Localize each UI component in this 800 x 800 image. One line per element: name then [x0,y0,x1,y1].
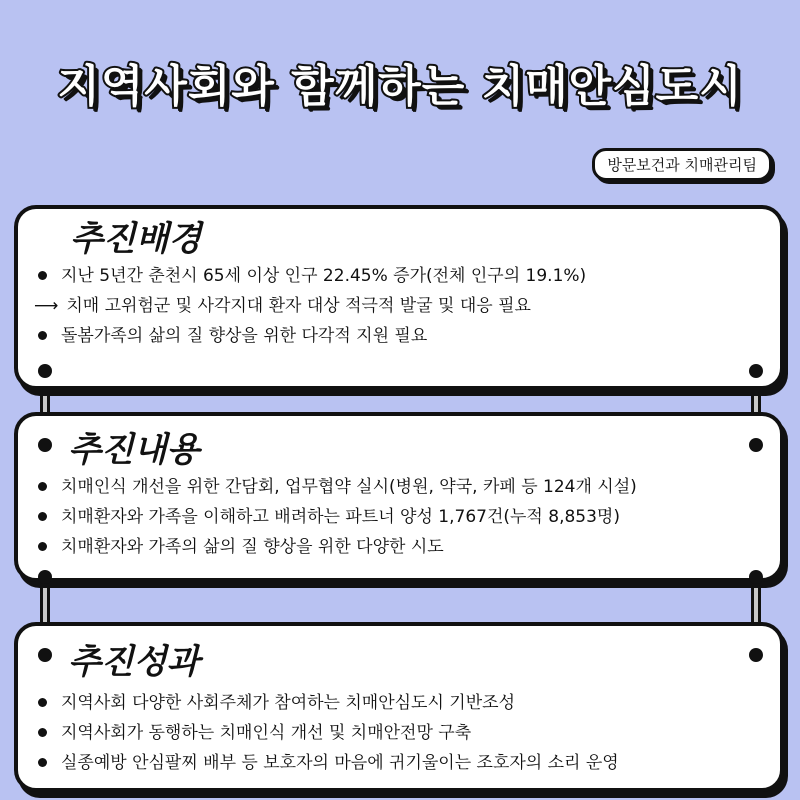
list-item: 치매환자와 가족의 삶의 질 향상을 위한 다양한 시도 [32,532,774,562]
list-item: 실종예방 안심팔찌 배부 등 보호자의 마음에 귀기울이는 조호자의 소리 운영 [32,748,774,778]
section-list [32,472,774,562]
section-panel-results [14,622,784,792]
bullet-icon [38,542,47,551]
ring-hole-icon [38,364,52,378]
list-item: 돌봄가족의 삶의 질 향상을 위한 다각적 지원 필요 [32,321,774,351]
section-list [32,261,774,351]
list-item: 치매환자와 가족을 이해하고 배려하는 파트너 양성 1,767건(누적 8,853명) [32,502,774,532]
ring-hole-icon [38,570,52,584]
bullet-icon [38,331,47,340]
ring-hole-icon [749,570,763,584]
ring-hole-icon [38,438,52,452]
bullet-icon [38,271,47,280]
bullet-icon [38,482,47,491]
bullet-icon [38,758,47,767]
list-item: ⟶ 치매 고위험군 및 사각지대 환자 대상 적극적 발굴 및 대응 필요 [32,291,774,321]
arrow-right-icon: ⟶ [34,296,59,316]
department-badge: 방문보건과 치매관리팀 [592,148,772,181]
bullet-icon [38,512,47,521]
section-panel-content [14,412,784,582]
section-heading: 추진성과 [68,642,200,682]
section-heading: 추진내용 [68,430,200,470]
ring-hole-icon [749,438,763,452]
ring-hole-icon [749,364,763,378]
page-title: 지역사회와 함께하는 치매안심도시 [57,61,743,112]
list-item: 지역사회 다양한 사회주체가 참여하는 치매안심도시 기반조성 [32,688,774,718]
ring-hole-icon [749,648,763,662]
list-item: 치매인식 개선을 위한 간담회, 업무협약 실시(병원, 약국, 카페 등 124개 시설) [32,472,774,502]
section-heading: 추진배경 [70,219,202,259]
list-item: 지역사회가 동행하는 치매인식 개선 및 치매안전망 구축 [32,718,774,748]
bullet-icon [38,698,47,707]
section-panel-background [14,205,784,390]
bullet-icon [38,728,47,737]
section-list [32,688,774,778]
list-item: 지난 5년간 춘천시 65세 이상 인구 22.45% 증가(전체 인구의 19.1%) [32,261,774,291]
ring-hole-icon [38,648,52,662]
